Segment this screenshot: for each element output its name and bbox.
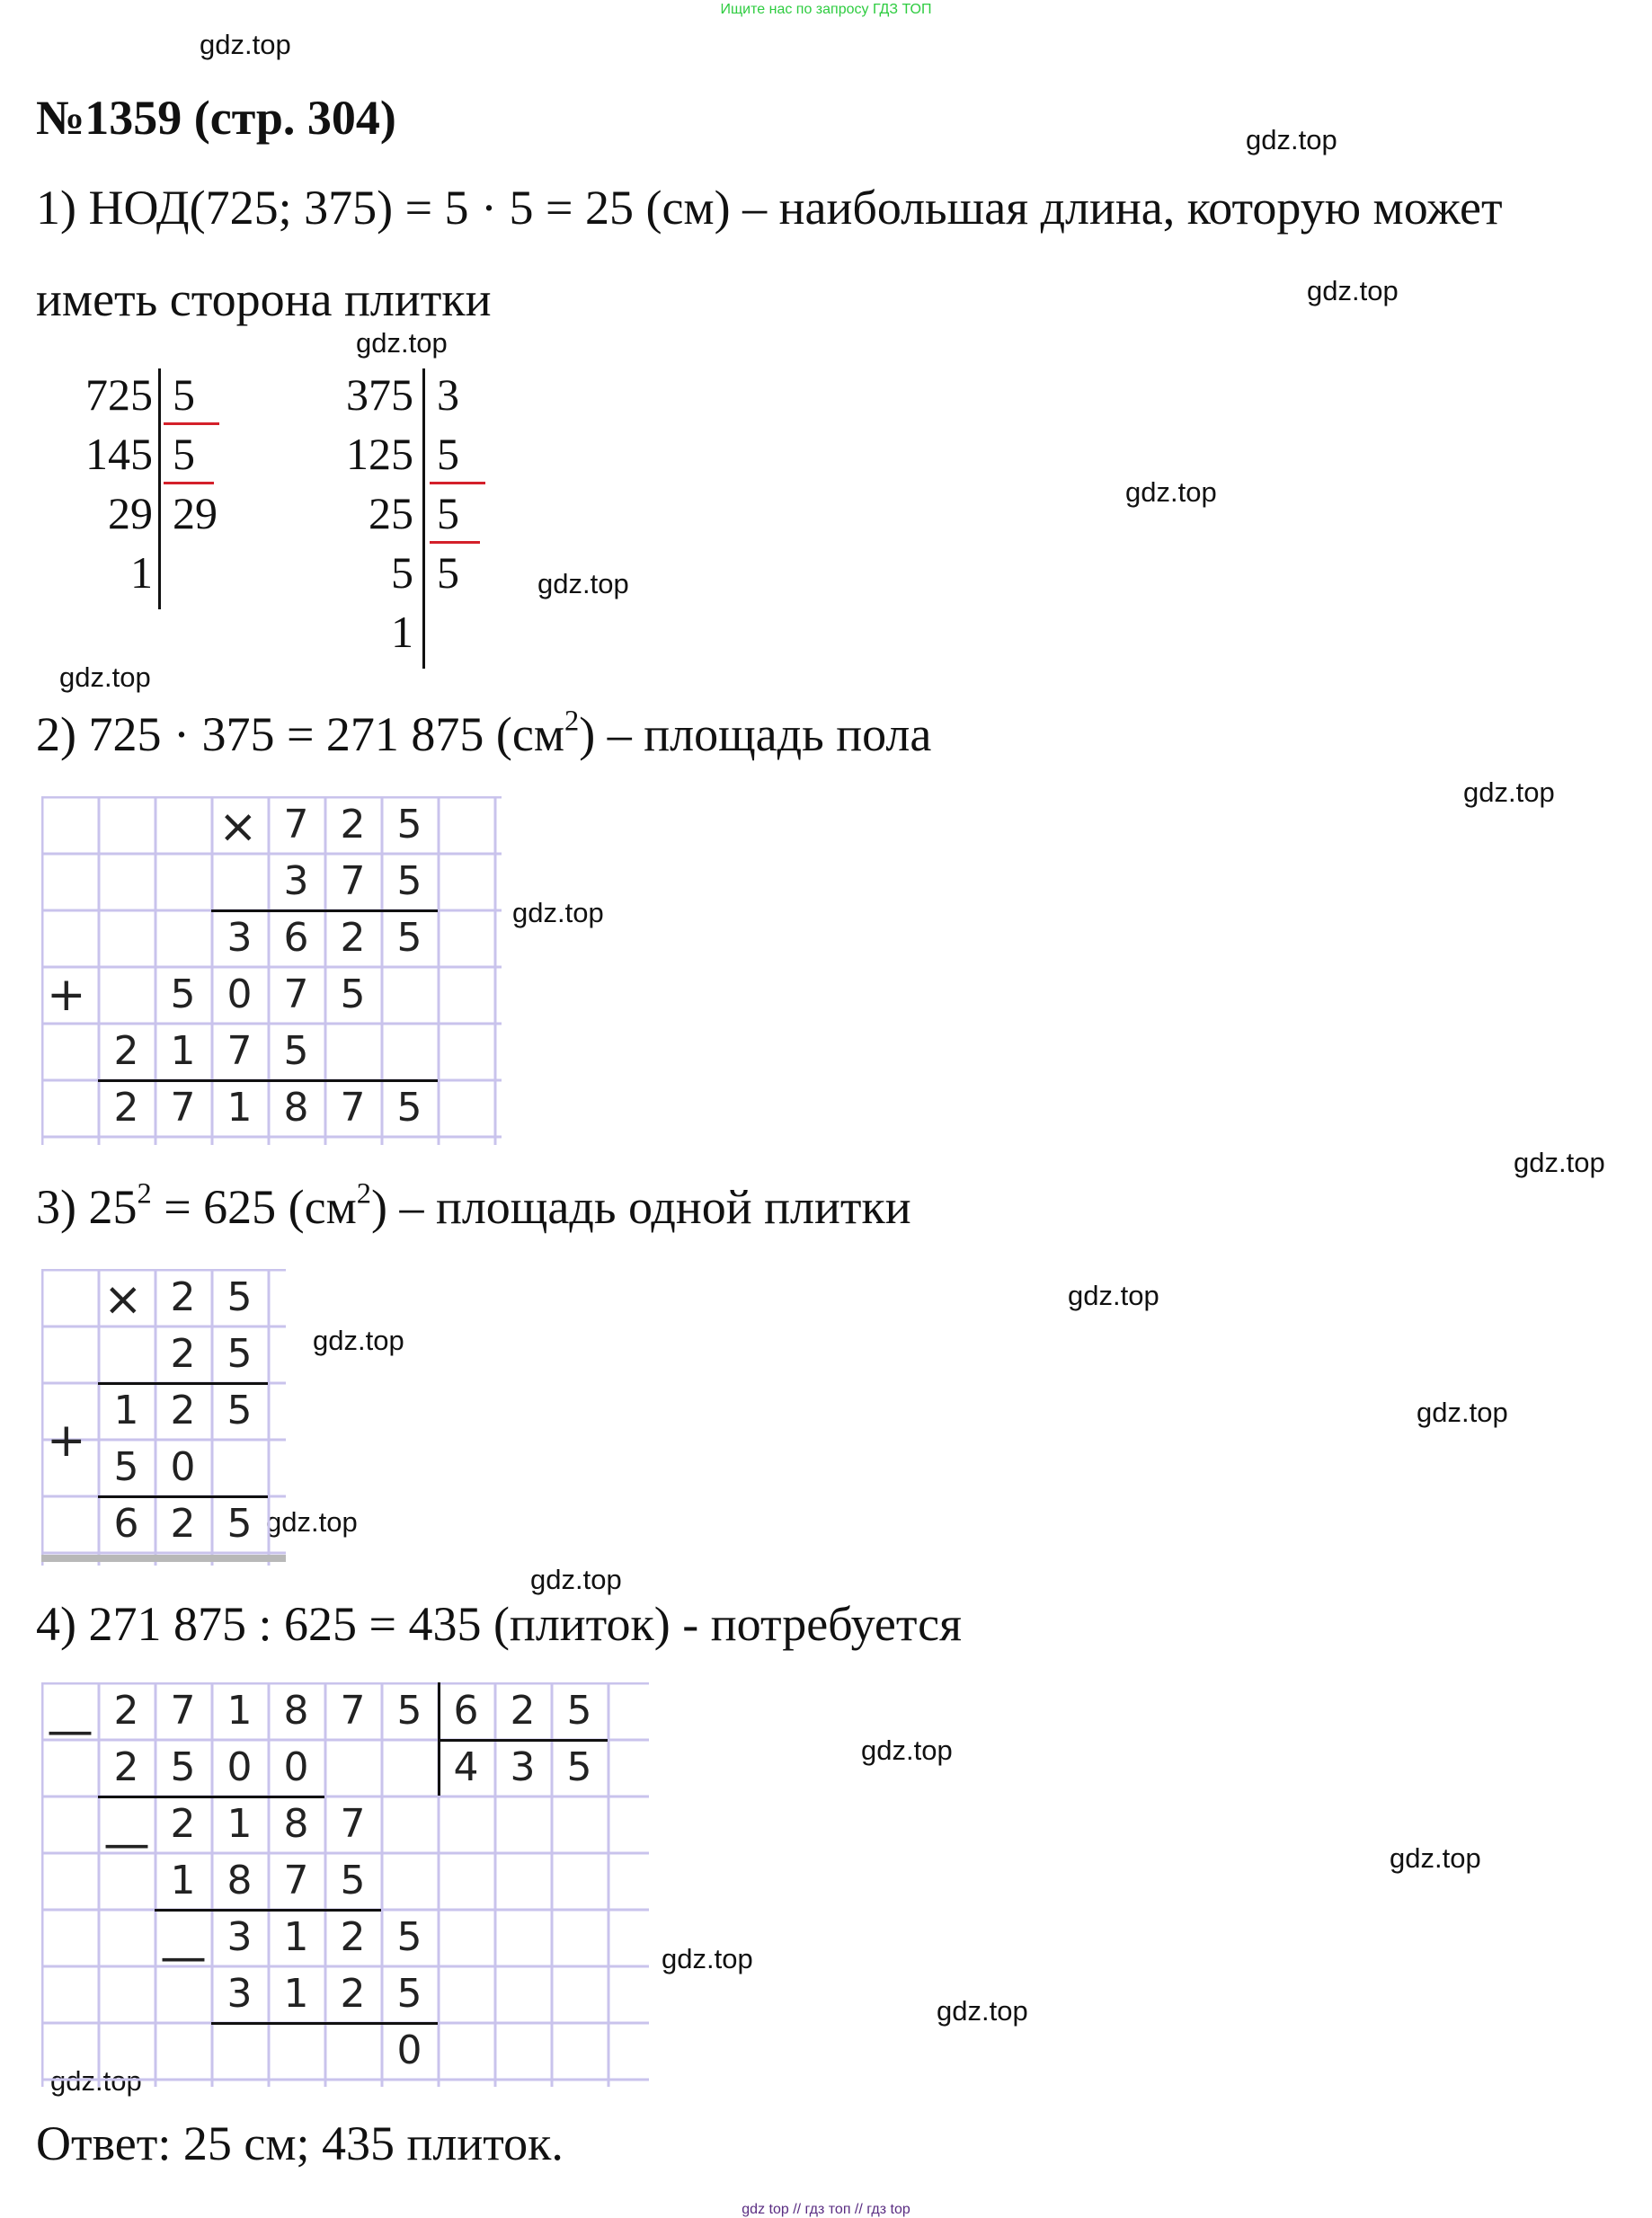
digit-cell: 8 — [283, 1801, 309, 1847]
digit-cell: 3 — [226, 1914, 253, 1960]
digit-cell: 1 — [226, 1801, 253, 1847]
digit-cell: 0 — [226, 971, 253, 1017]
digit-cell: 6 — [283, 915, 309, 961]
digit-cell: 5 — [396, 915, 422, 961]
digit-cell: 0 — [283, 1744, 309, 1790]
digit-cell: 5 — [396, 858, 422, 904]
digit-cell: 1 — [113, 1388, 139, 1433]
digit-cell: 5 — [226, 1274, 253, 1320]
digit-cell: 7 — [170, 1688, 196, 1734]
factor-divisor: 3 — [437, 369, 459, 420]
watermark: gdz.top — [1514, 1147, 1605, 1178]
bottom-border — [41, 1555, 286, 1562]
watermark: gdz.top — [1068, 1280, 1159, 1311]
watermark: gdz.top — [1125, 476, 1217, 508]
digit-cell: 5 — [396, 802, 422, 847]
step1-line2: иметь сторона плитки — [36, 272, 492, 326]
factor-divider — [158, 368, 161, 609]
digit-cell: 5 — [340, 1858, 366, 1903]
digit-cell: 1 — [226, 1085, 253, 1131]
digit-cell: 5 — [170, 971, 196, 1017]
digit-cell: 2 — [113, 1688, 139, 1734]
digit-cell: 0 — [396, 2027, 422, 2073]
digit-cell: 0 — [226, 1744, 253, 1790]
digit-cell: 7 — [170, 1085, 196, 1131]
factor-number: 25 — [369, 488, 413, 538]
digit-cell: 7 — [340, 1085, 366, 1131]
digit-cell: 3 — [226, 915, 253, 961]
factor-divisor: 29 — [173, 488, 218, 538]
factor-divisor: 5 — [437, 488, 459, 538]
factor-number: 1 — [391, 607, 413, 657]
digit-cell: 5 — [566, 1744, 592, 1790]
answer: Ответ: 25 см; 435 плиток. — [36, 2116, 564, 2170]
watermark: gdz.top — [50, 2065, 142, 2097]
red-underline — [430, 482, 485, 484]
watermark: gdz.top — [1417, 1397, 1508, 1428]
digit-cell: 7 — [340, 858, 366, 904]
digit-cell: 5 — [566, 1688, 592, 1734]
factor-number: 29 — [108, 488, 153, 538]
watermark: gdz.top — [313, 1325, 404, 1356]
factor-number: 145 — [85, 429, 153, 479]
digit-cell: 5 — [396, 1914, 422, 1960]
step3-suffix: ) – площадь одной плитки — [370, 1180, 911, 1234]
digit-cell: 1 — [170, 1858, 196, 1903]
digit-cell: 6 — [453, 1688, 479, 1734]
watermark: gdz.top — [512, 897, 604, 928]
watermark: gdz.top — [266, 1506, 358, 1538]
digit-cell: 2 — [340, 1914, 366, 1960]
digit-cell: 5 — [113, 1444, 139, 1490]
digit-cell: 5 — [170, 1744, 196, 1790]
factor-divisor: 5 — [173, 369, 195, 420]
step1-line1: 1) НОД(725; 375) = 5 · 5 = 25 (см) – наибольшая длина, которую может — [36, 181, 1503, 235]
watermark: gdz.top — [861, 1734, 953, 1766]
digit-cell: 2 — [340, 1971, 366, 2017]
watermark: gdz.top — [1246, 124, 1337, 155]
digit-cell: 7 — [283, 802, 309, 847]
step3-mid: = 625 (см — [151, 1180, 357, 1234]
factor-divisor: 5 — [437, 429, 459, 479]
minus-sign: — — [160, 1930, 207, 1984]
digit-cell: 7 — [340, 1688, 366, 1734]
page-title: №1359 (стр. 304) — [36, 91, 396, 145]
underline — [98, 1796, 324, 1798]
watermark: gdz.top — [200, 29, 291, 60]
factor-number: 125 — [346, 429, 413, 479]
top-banner[interactable]: Ищите нас по запросу ГДЗ ТОП — [720, 2, 932, 17]
digit-cell: 5 — [283, 1028, 309, 1074]
underline — [211, 909, 438, 912]
digit-cell: 8 — [226, 1858, 253, 1903]
long-division-grid — [41, 1682, 649, 2087]
watermark: gdz.top — [1307, 275, 1399, 306]
digit-cell: 4 — [453, 1744, 479, 1790]
digit-cell: 2 — [170, 1331, 196, 1377]
factorization-725 — [36, 368, 270, 620]
step2-text: 2) 725 · 375 = 271 875 (см — [36, 707, 565, 761]
watermark: gdz.top — [537, 568, 629, 599]
multiplication-grid-25x25 — [41, 1269, 286, 1566]
underline — [98, 1382, 268, 1385]
digit-cell: 1 — [170, 1028, 196, 1074]
digit-cell: 2 — [170, 1501, 196, 1547]
factor-divisor: 5 — [173, 429, 195, 479]
minus-sign: — — [103, 1817, 150, 1871]
digit-cell: 5 — [226, 1331, 253, 1377]
digit-cell: 0 — [170, 1444, 196, 1490]
factorization-375 — [297, 368, 530, 674]
underline — [98, 1079, 438, 1082]
step3-line — [36, 1179, 911, 1235]
red-underline — [164, 422, 219, 425]
quotient-line — [438, 1739, 608, 1742]
watermark: gdz.top — [356, 327, 448, 359]
step2-suffix: ) – площадь пола — [579, 707, 932, 761]
times-sign: × — [218, 800, 258, 854]
factor-divider — [422, 368, 425, 669]
watermark: gdz.top — [1390, 1842, 1481, 1874]
digit-cell: 7 — [283, 1858, 309, 1903]
factor-divisor: 5 — [437, 547, 459, 598]
red-underline — [430, 541, 480, 544]
digit-cell: 5 — [396, 1971, 422, 2017]
multiplication-grid-725x375 — [41, 796, 502, 1145]
plus-sign: + — [47, 968, 86, 1022]
step2-line — [36, 706, 931, 762]
digit-cell: 7 — [340, 1801, 366, 1847]
factor-number: 1 — [130, 547, 153, 598]
digit-cell: 2 — [113, 1085, 139, 1131]
red-underline — [164, 482, 214, 484]
digit-cell: 1 — [226, 1688, 253, 1734]
digit-cell: 2 — [113, 1028, 139, 1074]
watermark: gdz.top — [59, 661, 151, 693]
minus-sign: — — [47, 1704, 93, 1758]
digit-cell: 6 — [113, 1501, 139, 1547]
watermark: gdz.top — [662, 1943, 753, 1974]
footer-links[interactable]: gdz top // гдз топ // гдз top — [742, 2202, 910, 2217]
digit-cell: 2 — [170, 1388, 196, 1433]
digit-cell: 2 — [170, 1274, 196, 1320]
factor-number: 725 — [85, 369, 153, 420]
exponent: 2 — [356, 1177, 371, 1211]
watermark: gdz.top — [937, 1995, 1028, 2027]
exponent: 2 — [564, 705, 580, 738]
digit-cell: 2 — [113, 1744, 139, 1790]
digit-cell: 5 — [226, 1388, 253, 1433]
watermark: gdz.top — [530, 1564, 622, 1595]
step4-line: 4) 271 875 : 625 = 435 (плиток) - потребуется — [36, 1597, 962, 1651]
digit-cell: 3 — [283, 858, 309, 904]
digit-cell: 2 — [170, 1801, 196, 1847]
digit-cell: 1 — [283, 1914, 309, 1960]
underline — [211, 2022, 438, 2025]
factor-number: 375 — [346, 369, 413, 420]
underline — [98, 1495, 268, 1498]
digit-cell: 8 — [283, 1085, 309, 1131]
underline — [155, 1909, 381, 1912]
times-sign: × — [103, 1273, 143, 1326]
digit-cell: 2 — [510, 1688, 536, 1734]
digit-cell: 3 — [510, 1744, 536, 1790]
digit-cell: 2 — [340, 915, 366, 961]
digit-cell: 5 — [226, 1501, 253, 1547]
digit-cell: 7 — [226, 1028, 253, 1074]
digit-cell: 3 — [226, 1971, 253, 2017]
digit-cell: 8 — [283, 1688, 309, 1734]
digit-cell: 5 — [396, 1085, 422, 1131]
plus-sign: + — [47, 1414, 86, 1468]
digit-cell: 5 — [340, 971, 366, 1017]
digit-cell: 7 — [283, 971, 309, 1017]
step3-text: 3) 25 — [36, 1180, 138, 1234]
digit-cell: 5 — [396, 1688, 422, 1734]
digit-cell: 1 — [283, 1971, 309, 2017]
watermark: gdz.top — [1463, 776, 1555, 808]
factor-number: 5 — [391, 547, 413, 598]
exponent: 2 — [137, 1177, 152, 1211]
digit-cell: 2 — [340, 802, 366, 847]
